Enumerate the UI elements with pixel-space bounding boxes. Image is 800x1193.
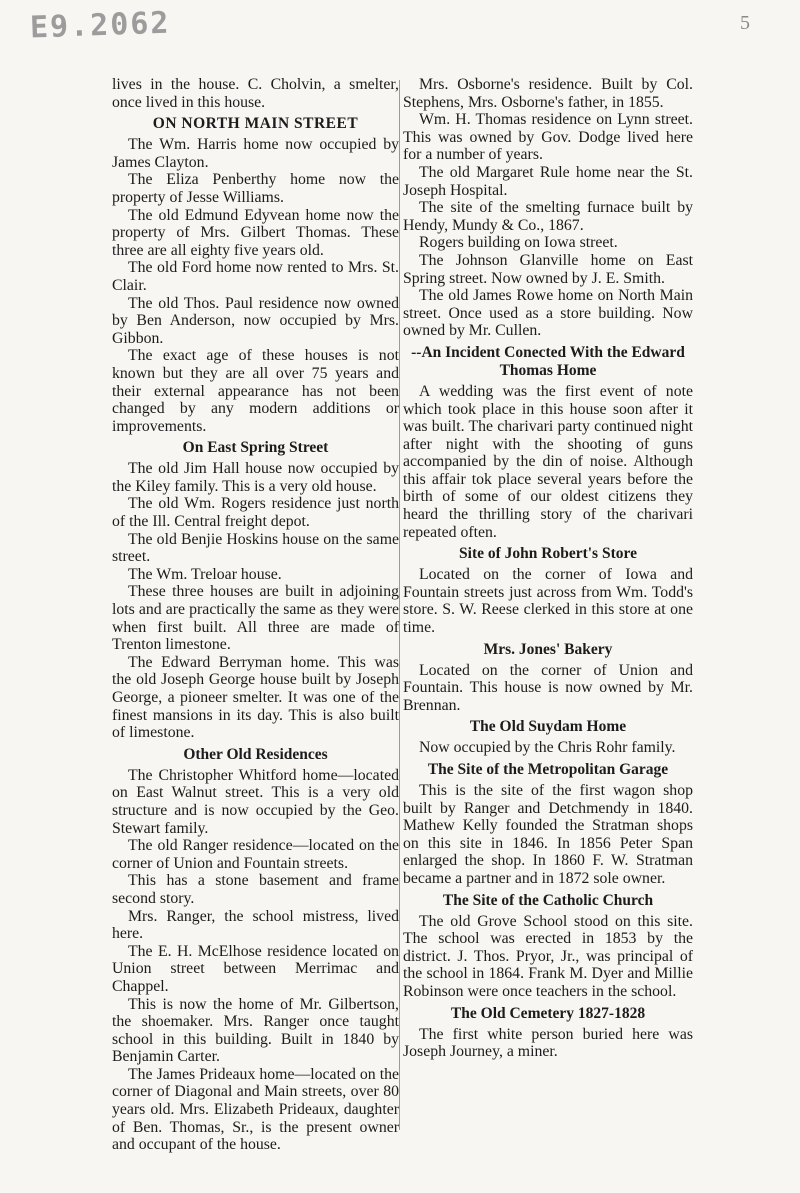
- article-paragraph: This is the site of the first wagon shop built by Ranger and Detchmendy in 1840. Mathew Kelly founded the Stratman shops on this site in 1846. In 1856 Peter Span enlarged the shop. In 1860 F. W. Stratman became a partner and in 1872 sole owner.: [403, 782, 693, 887]
- section-heading: Mrs. Jones' Bakery: [483, 640, 613, 658]
- article-paragraph: The old Edmund Edyvean home now the property of Mrs. Gilbert Thomas. These three are all eighty five years old.: [112, 206, 399, 259]
- article-paragraph: The old Grove School stood on this site. The school was erected in 1853 by the district. J. Thos. Pryor, Jr., was principal of the school in 1864. Frank M. Dyer and Millie Robinson were once teachers in the school.: [403, 912, 693, 1000]
- section-heading: The Old Cemetery 1827-1828: [450, 1004, 646, 1022]
- article-paragraph: The E. H. McElhose residence located on Union street between Merrimac and Chappel.: [112, 942, 399, 995]
- article-paragraph: The old Ranger residence—located on the corner of Union and Fountain streets.: [112, 837, 399, 872]
- article-paragraph: The old Thos. Paul residence now owned by Ben Anderson, now occupied by Mrs. Gibbon.: [112, 294, 399, 347]
- article-paragraph: The Wm. Harris home now occupied by James Clayton.: [112, 136, 399, 171]
- section-heading: The Site of the Catholic Church: [442, 891, 654, 909]
- column-divider: [399, 80, 400, 1130]
- article-paragraph: The old Ford home now rented to Mrs. St. Clair.: [112, 259, 399, 294]
- article-paragraph: Rogers building on Iowa street.: [419, 234, 618, 252]
- article-paragraph: The James Prideaux home—located on the corner of Diagonal and Main streets, over 80 years old. Mrs. Elizabeth Prideaux, daughter of Ben. Thomas, Sr., is the present owner and occupant of the house.: [112, 1065, 399, 1154]
- article-paragraph: Wm. H. Thomas residence on Lynn street. This was owned by Gov. Dodge lived here for a number of years.: [403, 111, 693, 164]
- article-paragraph: The Edward Berryman home. This was the old Joseph George house built by Joseph George, a pioneer smelter. It was one of the finest mansions in its day. This is also built of limestone.: [112, 653, 399, 742]
- article-paragraph: The exact age of these houses is not known but they are all over 75 years and their external appearance has not been changed by any modern additions or improvements.: [112, 347, 399, 435]
- article-paragraph: The Wm. Treloar house.: [128, 565, 282, 583]
- section-heading: Site of John Robert's Store: [459, 545, 637, 563]
- right-column: [403, 76, 693, 1061]
- article-paragraph: Located on the corner of Iowa and Fountain streets just across from Wm. Todd's store. S. W. Reese clerked in this store at one time.: [403, 566, 693, 637]
- article-paragraph: The Johnson Glanville home on East Spring street. Now owned by J. E. Smith.: [403, 251, 693, 287]
- article-paragraph: Mrs. Ranger, the school mistress, lived here.: [112, 907, 399, 943]
- article-paragraph: These three houses are built in adjoining lots and are practically the same as they were when first built. All three are made of Trenton limestone.: [112, 583, 399, 654]
- section-heading: Other Old Residences: [183, 745, 328, 763]
- article-paragraph: The old James Rowe home on North Main street. Once used as a store building. Now owned by Mr. Cullen.: [403, 287, 693, 340]
- article-paragraph: A wedding was the first event of note which took place in this house soon after it was built. The charivari party continued night after night with the shooting of guns accompanied by the din of noise. Although this affair tok place several years before the birth of some of our oldest citizens they heard the thrilling story of the charivari repeated often.: [403, 382, 693, 541]
- section-heading: --An Incident Conected With the Edward Thomas Home: [411, 343, 685, 379]
- article-paragraph: This is now the home of Mr. Gilbertson, the shoemaker. Mrs. Ranger once taught school in this building. Built in 1840 by Benjamin Carter.: [112, 995, 399, 1066]
- article-paragraph: Now occupied by the Chris Rohr family.: [419, 739, 676, 757]
- article-paragraph: Mrs. Osborne's residence. Built by Col. Stephens, Mrs. Osborne's father, in 1855.: [403, 76, 693, 111]
- article-paragraph: The old Benjie Hoskins house on the same street.: [112, 530, 399, 566]
- article-paragraph: The old Margaret Rule home near the St. Joseph Hospital.: [403, 163, 693, 199]
- article-paragraph: The first white person buried here was Joseph Journey, a miner.: [403, 1025, 693, 1061]
- article-paragraph: The old Wm. Rogers residence just north of the Ill. Central freight depot.: [112, 495, 399, 531]
- article-paragraph: The Christopher Whitford home—located on East Walnut street. This is a very old structure and is now occupied by the Geo. Stewart family.: [112, 766, 399, 837]
- article-paragraph: The Eliza Penberthy home now the property of Jesse Williams.: [112, 171, 399, 206]
- page-number: 5: [740, 12, 750, 34]
- article-paragraph: This has a stone basement and frame second story.: [112, 872, 399, 907]
- left-column: [112, 76, 399, 1154]
- section-heading: The Old Suydam Home: [469, 718, 627, 736]
- section-heading: On East Spring Street: [182, 439, 329, 457]
- section-heading: The Site of the Metropolitan Garage: [427, 761, 669, 778]
- section-heading: ON NORTH MAIN STREET: [152, 115, 359, 133]
- article-paragraph: The old Jim Hall house now occupied by the Kiley family. This is a very old house.: [112, 460, 399, 495]
- archive-code-mark: E9.2062: [29, 5, 172, 46]
- article-paragraph: lives in the house. C. Cholvin, a smelter, once lived in this house.: [112, 76, 399, 111]
- article-paragraph: Located on the corner of Union and Fountain. This house is now owned by Mr. Brennan.: [403, 661, 693, 714]
- article-paragraph: The site of the smelting furnace built by Hendy, Mundy & Co., 1867.: [403, 199, 693, 234]
